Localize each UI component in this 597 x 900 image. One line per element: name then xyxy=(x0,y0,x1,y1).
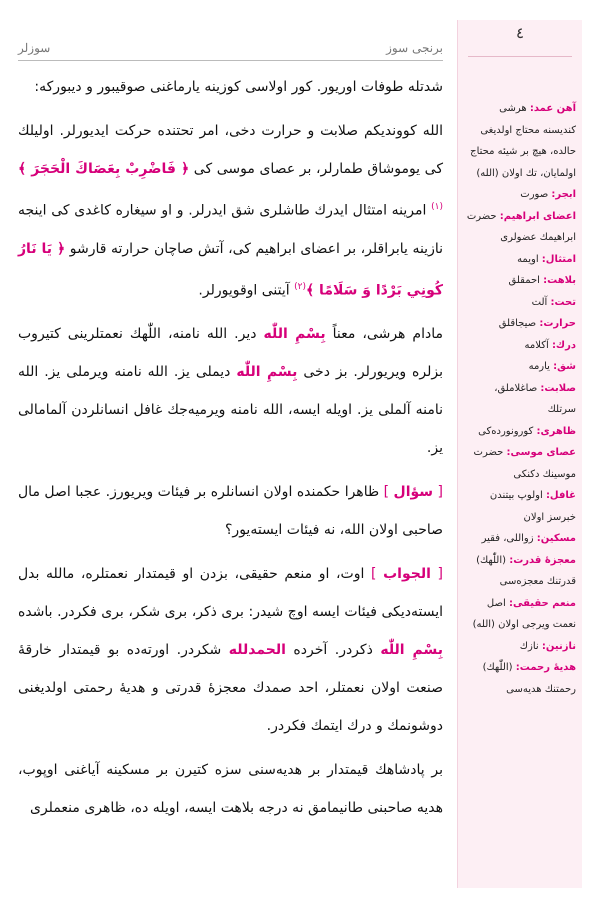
glossary-definition: زواللی، فقیر xyxy=(481,533,537,544)
glossary-term: حرارت: xyxy=(539,318,576,329)
glossary-term: صلابت: xyxy=(540,382,576,394)
text-run: ظاهرا حکمنده اولان انسانلره بر فیئات ویریورز. عجبا اصل مال صاحبی اولان الله، نه فیئات ایسته‌یور؟ xyxy=(18,484,443,539)
glossary-entry xyxy=(464,313,576,335)
footnote-marker: (١) xyxy=(431,202,443,212)
glossary-term: تحت: xyxy=(550,296,576,308)
text-run: مادام هرشی، معناً xyxy=(325,326,443,343)
highlighted-phrase: بِسْمِ اللّٰه xyxy=(380,642,443,659)
glossary-entry xyxy=(464,378,576,421)
glossary-entry xyxy=(464,292,576,314)
glossary-definition: اصل نعمت ویرجی اولان (الله) xyxy=(472,597,576,630)
glossary-list xyxy=(464,98,576,882)
text-run: دیر. الله نامنه، اللّٰهك نعمتلرینی کتیروب بزلره ویریورلر. بز دخی xyxy=(18,326,444,381)
glossary-definition: صورت xyxy=(520,189,552,200)
glossary-entry xyxy=(464,657,576,700)
highlighted-phrase: الجواب xyxy=(383,566,431,583)
glossary-sidebar xyxy=(457,20,582,888)
glossary-entry xyxy=(464,184,576,206)
header-right-title: برنجی سوز xyxy=(386,41,443,55)
highlighted-phrase: الحمدلله xyxy=(228,642,286,659)
glossary-definition: اویمه xyxy=(517,253,542,265)
glossary-definition: (اللّٰهك) رحمتنك هدیه‌سی xyxy=(482,662,576,695)
glossary-definition: صیجاقلق xyxy=(498,318,540,329)
paragraph-p5 xyxy=(18,555,443,745)
glossary-term: نازنین: xyxy=(541,640,576,652)
footnote-marker: (٢) xyxy=(294,281,306,292)
glossary-definition: کورونوردەکی xyxy=(478,425,537,437)
glossary-entry xyxy=(464,206,576,249)
glossary-definition: احمقلق xyxy=(508,275,544,286)
text-run: الله کوونديکم صلابت و حرارت دخی، امر تحتنده حرکت ایدیورلر. اولیلك کی یوموشاق طمارلر، بر عصای موسی کی xyxy=(18,123,443,177)
paragraph-p4 xyxy=(18,473,443,549)
highlighted-phrase: بِسْمِ اللّٰه xyxy=(263,326,326,343)
text-run: اوت، او منعم حقیقی، بزدن او قیمتدار نعمتلره، مالله بدل ایسته‌دیکی فیئات ایسه اوچ شیدر: بری ذکر، بری شکر، بری فکردر. باشده xyxy=(18,566,443,621)
glossary-definition: یارمه xyxy=(528,361,554,372)
glossary-entry xyxy=(464,485,576,528)
text-run: امرینه امتثال ایدرك طاشلری شق ایدرلر. و او سیغاره کاغدی کی اینجه نازینه یابراقلر، بر اعضای ابراهیم کی، آتش صاچان حرارته قارشو xyxy=(18,202,443,257)
paragraph-p3 xyxy=(18,315,443,467)
header-left-title: سوزلر xyxy=(18,41,51,55)
glossary-entry xyxy=(464,421,576,443)
bracket: [ xyxy=(433,484,443,501)
page-number: ٤ xyxy=(515,24,525,42)
glossary-term: غافل: xyxy=(545,490,576,501)
glossary-entry xyxy=(464,593,576,636)
glossary-entry xyxy=(464,528,576,550)
glossary-definition: حضرت موسینك دکنکی xyxy=(473,447,576,480)
glossary-term: مسکین: xyxy=(536,533,576,544)
glossary-definition: اولوپ بیتندن خبرسز اولان xyxy=(489,490,576,523)
glossary-term: امتثال: xyxy=(541,253,576,265)
highlighted-phrase: ﴿ يَا نَارُ كُونِي بَرْدًا وَ سَلَامًا ﴾ xyxy=(18,240,443,299)
glossary-term: منعم حقیقی: xyxy=(508,597,576,609)
glossary-entry xyxy=(464,356,576,378)
glossary-term: هدیهٔ رحمت: xyxy=(515,662,576,673)
glossary-entry xyxy=(464,98,576,184)
glossary-definition: آلت xyxy=(531,296,551,308)
bracket: ] xyxy=(371,566,384,583)
paragraph-p6: بر پادشاهك قیمتدار بر هدیه‌سنی سزه کتیرن بر مسکینه آیاغنی اوپوب، هدیه صاحبنی طانیمامق نه درجه بلاهت ایسه، اویله ده، ظاهری منعملری xyxy=(18,762,443,817)
header-rule xyxy=(18,60,443,61)
paragraph-p2 xyxy=(18,112,443,309)
glossary-term: آهن عمد: xyxy=(529,103,576,114)
glossary-entry xyxy=(464,442,576,485)
glossary-entry xyxy=(464,636,576,658)
glossary-entry xyxy=(464,270,576,292)
glossary-definition: (اللّٰهك) قدرتنك معجزه‌سی xyxy=(476,554,576,587)
glossary-term: معجزهٔ قدرت: xyxy=(509,554,576,566)
bracket: [ xyxy=(430,566,443,583)
glossary-definition: هرشی کندیسنه محتاج اولدیغی حالده، هیچ بر شیئه محتاج اولمایان، تك اولان (الله) xyxy=(470,103,576,179)
glossary-definition: آکلامه xyxy=(524,339,552,351)
glossary-term: ظاهری: xyxy=(536,425,576,437)
paragraph-p1: شدتله طوفات اوریور. کور اولاسی کوزینه یارماغنی صوقیبور و دیبورکه: xyxy=(34,79,443,95)
bracket: ] xyxy=(383,484,394,501)
highlighted-phrase: بِسْمِ اللّٰه xyxy=(236,364,298,381)
glossary-term: درك: xyxy=(551,339,576,351)
highlighted-phrase: سؤال xyxy=(393,484,434,501)
text-run: آیتنی اوقویورلر. xyxy=(198,282,295,299)
glossary-definition: نازك xyxy=(519,640,542,652)
glossary-term: ابجر: xyxy=(551,189,576,200)
text-run: شکردر. اورته‌ده بو قیمتدار خارقهٔ صنعت اولان نعمتلر، احد صمدك معجزهٔ قدرتی و هدیهٔ رحمتی اولدیغنی دوشونمك و درك ایتمك فکردر. xyxy=(18,642,443,735)
glossary-definition: حضرت ابراهیمك عضولری xyxy=(466,210,576,243)
glossary-definition: صاغلاملق، سرتلك xyxy=(494,382,576,415)
glossary-term: اعضای ابراهیم: xyxy=(499,210,576,222)
glossary-entry xyxy=(464,335,576,357)
glossary-term: عصای موسی: xyxy=(506,447,576,458)
main-text xyxy=(18,68,443,888)
page-header xyxy=(18,38,443,58)
page-number-rule xyxy=(468,56,572,57)
highlighted-phrase: ﴿ فَاضْرِبْ بِعَصَاكَ الْحَجَرَ ﴾ xyxy=(18,161,190,177)
glossary-term: شق: xyxy=(553,361,576,372)
text-run: دیملی یز. الله نامنه ویرملی یز. الله نامنه آلملی یز. اویله ایسه، الله نامنه ویرمیه‌جك غافل انسانلردن آلمامالی یز. xyxy=(18,364,443,457)
text-run: ذکردر. آخرده xyxy=(285,642,381,659)
glossary-term: بلاهت: xyxy=(543,275,576,286)
glossary-entry xyxy=(464,249,576,271)
glossary-entry xyxy=(464,550,576,593)
